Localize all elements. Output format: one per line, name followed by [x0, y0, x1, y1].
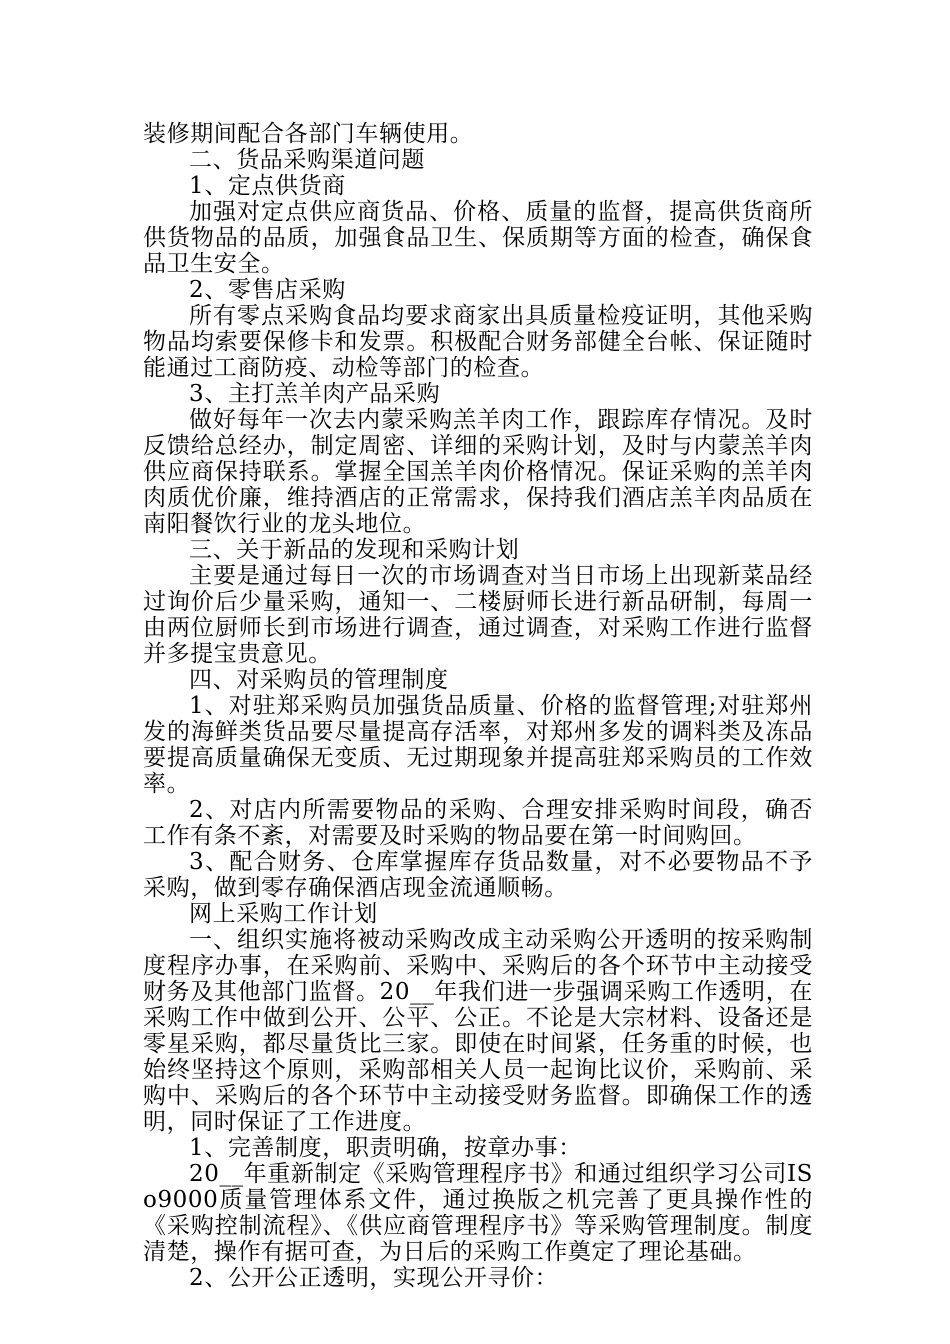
paragraph: 三、关于新品的发现和采购计划	[189, 537, 520, 563]
paragraph: 加强对定点供应商货品、价格、质量的监督，提高供货商所供货物品的品质，加强食品卫生、保质期等方面的检查，确保食品卫生安全。	[143, 199, 813, 277]
paragraph: 主要是通过每日一次的市场调查对当日市场上出现新菜品经过询价后少量采购，通知一、二楼厨师长进行新品研制，每周一由两位厨师长到市场进行调查，通过调查，对采购工作进行监督并多提宝贵意见。	[143, 563, 813, 667]
paragraph: 2、对店内所需要物品的采购、合理安排采购时间段，确否工作有条不紊，对需要及时采购的物品要在第一时间购回。	[143, 797, 813, 849]
paragraph: 网上采购工作计划	[189, 901, 378, 927]
paragraph: 四、对采购员的管理制度	[189, 667, 449, 693]
paragraph: 20__年重新制定《采购管理程序书》和通过组织学习公司ISo9000质量管理体系文件，通过换版之机完善了更具操作性的《采购控制流程》、《供应商管理程序书》等采购管理制度。制度清楚，操作有据可查，为日后的采购工作奠定了理论基础。	[143, 1161, 813, 1265]
paragraph: 1、定点供货商	[189, 173, 346, 199]
paragraph: 二、货品采购渠道问题	[189, 147, 425, 173]
paragraph: 3、配合财务、仓库掌握库存货品数量，对不必要物品不予采购，做到零存确保酒店现金流通顺畅。	[143, 849, 813, 901]
paragraph: 做好每年一次去内蒙采购羔羊肉工作，跟踪库存情况。及时反馈给总经办，制定周密、详细的采购计划，及时与内蒙羔羊肉供应商保持联系。掌握全国羔羊肉价格情况。保证采购的羔羊肉肉质优价廉，维持酒店的正常需求，保持我们酒店羔羊肉品质在南阳餐饮行业的龙头地位。	[143, 407, 813, 537]
document-page	[143, 121, 813, 1291]
paragraph: 2、零售店采购	[189, 277, 346, 303]
paragraph: 所有零点采购食品均要求商家出具质量检疫证明，其他采购物品均索要保修卡和发票。积极配合财务部健全台帐、保证随时能通过工商防疫、动检等部门的检查。	[143, 303, 813, 381]
paragraph: 装修期间配合各部门车辆使用。	[143, 121, 474, 147]
paragraph: 3、主打羔羊肉产品采购	[189, 381, 441, 407]
paragraph: 1、完善制度，职责明确，按章办事：	[189, 1135, 582, 1161]
paragraph: 一、组织实施将被动采购改成主动采购公开透明的按采购制度程序办事，在采购前、采购中、采购后的各个环节中主动接受财务及其他部门监督。20__年我们进一步强调采购工作透明，在采购工作中做到公开、公平、公正。不论是大宗材料、设备还是零星采购，都尽量货比三家。即使在时间紧，任务重的时候，也始终坚持这个原则，采购部相关人员一起询比议价，采购前、采购中、采购后的各个环节中主动接受财务监督。即确保工作的透明，同时保证了工作进度。	[143, 927, 813, 1135]
paragraph: 1、对驻郑采购员加强货品质量、价格的监督管理;对驻郑州发的海鲜类货品要尽量提高存活率，对郑州多发的调料类及冻品要提高质量确保无变质、无过期现象并提高驻郑采购员的工作效率。	[143, 693, 813, 797]
paragraph: 2、公开公正透明，实现公开寻价：	[189, 1265, 559, 1291]
